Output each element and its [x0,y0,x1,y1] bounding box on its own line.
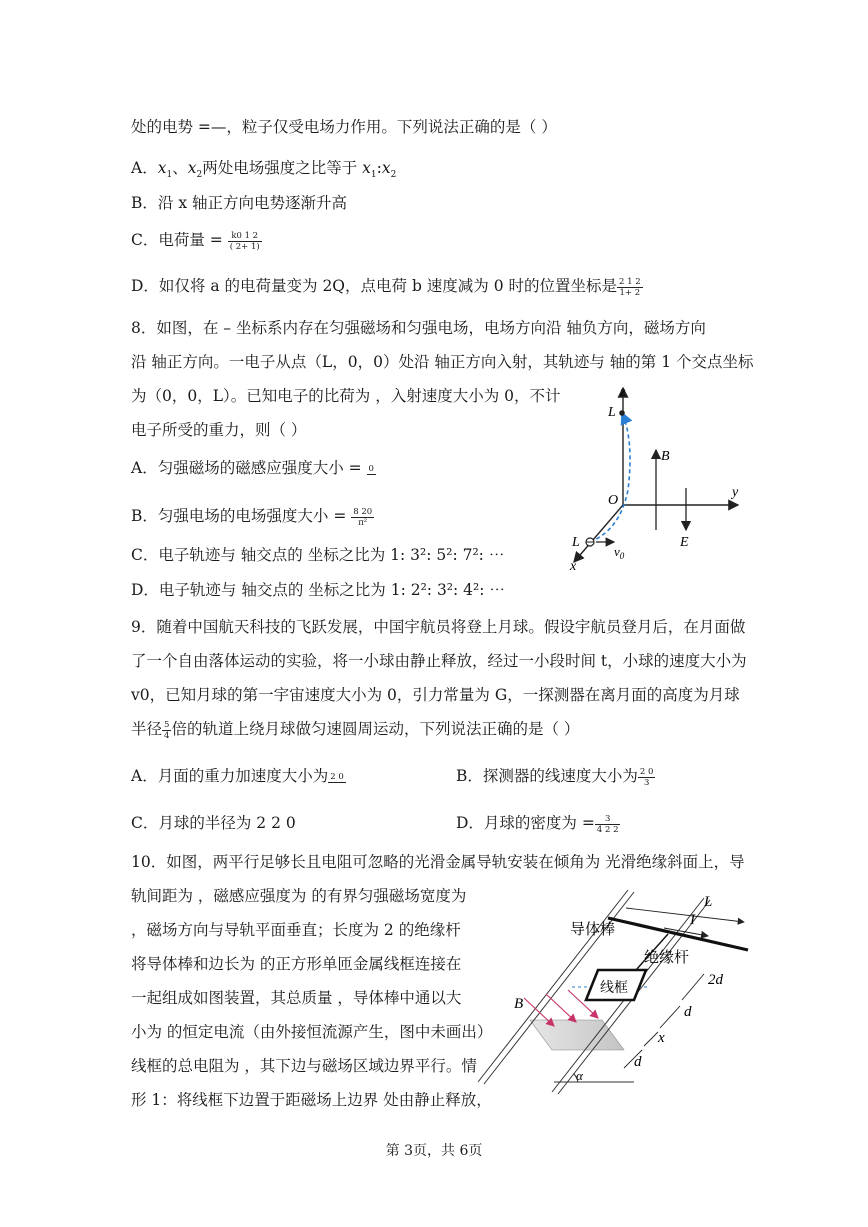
e-label: E [680,535,689,550]
numerator: 2 0 [639,766,654,777]
q10-line-1: 10．如图，两平行足够长且电阻可忽略的光滑金属导轨安装在倾角为 光滑绝缘斜面上，导 [131,853,745,871]
conductor-label: 导体棒 [570,922,616,938]
q10-figure [478,882,768,1102]
l-dimension [626,908,744,922]
fraction [351,507,374,528]
dim-d1 [660,1006,680,1028]
fraction [617,277,643,298]
sub: 2 [196,170,203,181]
text: 倍的轨道上绕月球做匀速圆周运动，下列说法正确的是（ ） [171,720,580,738]
numerator: k0 1 2 [228,231,262,242]
option-text: A．匀强磁场的磁感应强度大小 = [131,459,362,477]
denominator: ( 2+ 1) [229,241,260,252]
dim-x [644,1032,658,1046]
electron-trajectory [590,413,630,542]
denominator: 4 [164,730,170,741]
b-label: B [514,996,524,1012]
q7-option-a [131,158,396,185]
var: x [157,159,167,177]
q8-option-d: D．电子轨迹与 轴交点的 坐标之比为 1: 2²: 3²: 4²: ⋯ [131,581,505,599]
magnetic-field-region [530,1020,624,1050]
denominator: 1+ 2 [619,287,641,298]
q8-figure [560,380,750,575]
q9-line-4 [131,719,579,741]
fraction [228,231,262,252]
b-arrow-2 [546,994,576,1022]
page-footer: 第 3页，共 6页 [385,1143,483,1159]
option-text: D．月球的密度为 = [456,814,595,832]
numerator: 8 20 [353,506,373,517]
q10-line-5: 一起组成如图装置，其总质量 ，导体棒中通以大 [131,989,462,1007]
sub: 2 [390,170,397,181]
rod-label: 绝缘杆 [644,950,690,966]
q8-line-1: 8．如图，在 – 坐标系内存在匀强磁场和匀强电场，电场方向沿 轴负方向，磁场方向 [131,319,706,337]
q10-line-2: 轨间距为 ，磁感应强度为 的有界匀强磁场宽度为 [131,887,467,905]
q8-option-a [131,458,376,478]
sub: 1 [370,170,377,181]
q10-line-8: 形 1：将线框下边置于距磁场上边界 处由静止释放， [131,1091,492,1109]
q10-line-3: ，磁场方向与导轨平面垂直；长度为 2 的绝缘杆 [131,921,461,939]
z-label: z [620,385,626,400]
var: x [362,159,371,177]
q8-line-3: 为（0，0，L）。已知电子的比荷为 ，入射速度大小为 0，不计 [131,387,561,405]
option-text: B．探测器的线速度大小为 [456,767,638,785]
numerator: 3 [595,814,621,825]
fraction [367,464,376,475]
sep: 、 [172,159,188,177]
q8-line-4: 电子所受的重力，则（ ） [131,421,307,439]
denominator: 4 2 2 [596,824,619,835]
2d-label: 2d [708,972,723,988]
i-label: I [690,912,695,928]
text: 两处电场强度之比等于 [202,159,363,177]
numerator: 2 0 [330,771,344,782]
q9-option-a [131,766,346,786]
v0-label [614,544,625,561]
q9-option-c: C．月球的半径为 2 2 0 [131,814,296,832]
fraction [638,767,656,788]
q7-stem-tail: 处的电势 =—，粒子仅受电场力作用。下列说法正确的是（ ） [131,118,557,136]
b-label: B [661,449,670,464]
fraction [328,772,346,783]
x-label: x [570,559,577,574]
option-text: D．如仅将 a 的电荷量变为 2Q，点电荷 b 速度减为 0 时的位置坐标是 [131,277,618,295]
l-label: L [704,894,713,910]
point-l-z [619,410,625,416]
d2-label: d [634,1054,642,1070]
alpha-label: α [576,1068,583,1083]
frame-label: 线框 [600,981,628,996]
q7-option-d [131,276,643,298]
var: x [381,159,391,177]
q9-line-2: 了一个自由落体运动的实验，将一小球由静止释放，经过一小段时间 t，小球的速度大小为 [131,652,747,670]
sub: 1 [166,170,173,181]
q9-line-3: v0，已知月球的第一宇宙速度大小为 0，引力常量为 G，一探测器在离月面的高度为月球 [131,686,740,704]
q7-option-b: B．沿 x 轴正方向电势逐渐升高 [131,194,347,212]
v-label: v [614,544,620,559]
denominator: 3 [643,777,650,788]
fraction [595,814,621,835]
numerator: 5 [164,719,170,730]
q9-line-1: 9．随着中国航天科技的飞跃发展，中国宇航员将登上月球。假设宇航员登月后，在月面做 [131,618,746,636]
origin-label: O [608,493,619,508]
q8-option-b [131,506,374,528]
dim-2d [682,974,704,1000]
text: 半径 [131,720,163,738]
q9-option-b [456,766,655,788]
y-label: y [732,485,739,500]
q10-line-4: 将导体棒和边长为 的正方形单匝金属线框连接在 [131,955,462,973]
q9-option-d [456,813,620,835]
var: x [187,159,197,177]
q10-line-7: 线框的总电阻为 ，其下边与磁场区域边界平行。情 [131,1057,477,1075]
q7-option-c [131,230,262,252]
option-text: B．匀强电场的电场强度大小 = [131,507,347,525]
q8-line-2: 沿 轴正方向。一电子从点（L，0，0）处沿 轴正方向入射，其轨迹与 轴的第 1 个交点坐标 [131,353,754,371]
option-text: A．月面的重力加速度大小为 [131,767,329,785]
numerator: 2 1 2 [619,276,641,287]
v0-subscript: 0 [619,551,625,561]
l-bottom-label: L [572,535,580,550]
x-label: x [658,1030,665,1046]
l-top-label: L [608,405,616,420]
d1-label: d [684,1004,692,1020]
numerator: 0 [368,463,374,474]
option-text: C．电荷量 = [131,231,223,249]
option-label: A． [131,159,158,177]
conductor-rod [608,918,748,950]
q8-option-c: C．电子轨迹与 轴交点的 坐标之比为 1: 3²: 5²: 7²: ⋯ [131,546,505,564]
q10-line-6: 小为 的恒定电流（由外接恒流源产生，图中未画出） [131,1023,493,1041]
denominator: π² [358,517,368,528]
colon: : [376,159,382,177]
